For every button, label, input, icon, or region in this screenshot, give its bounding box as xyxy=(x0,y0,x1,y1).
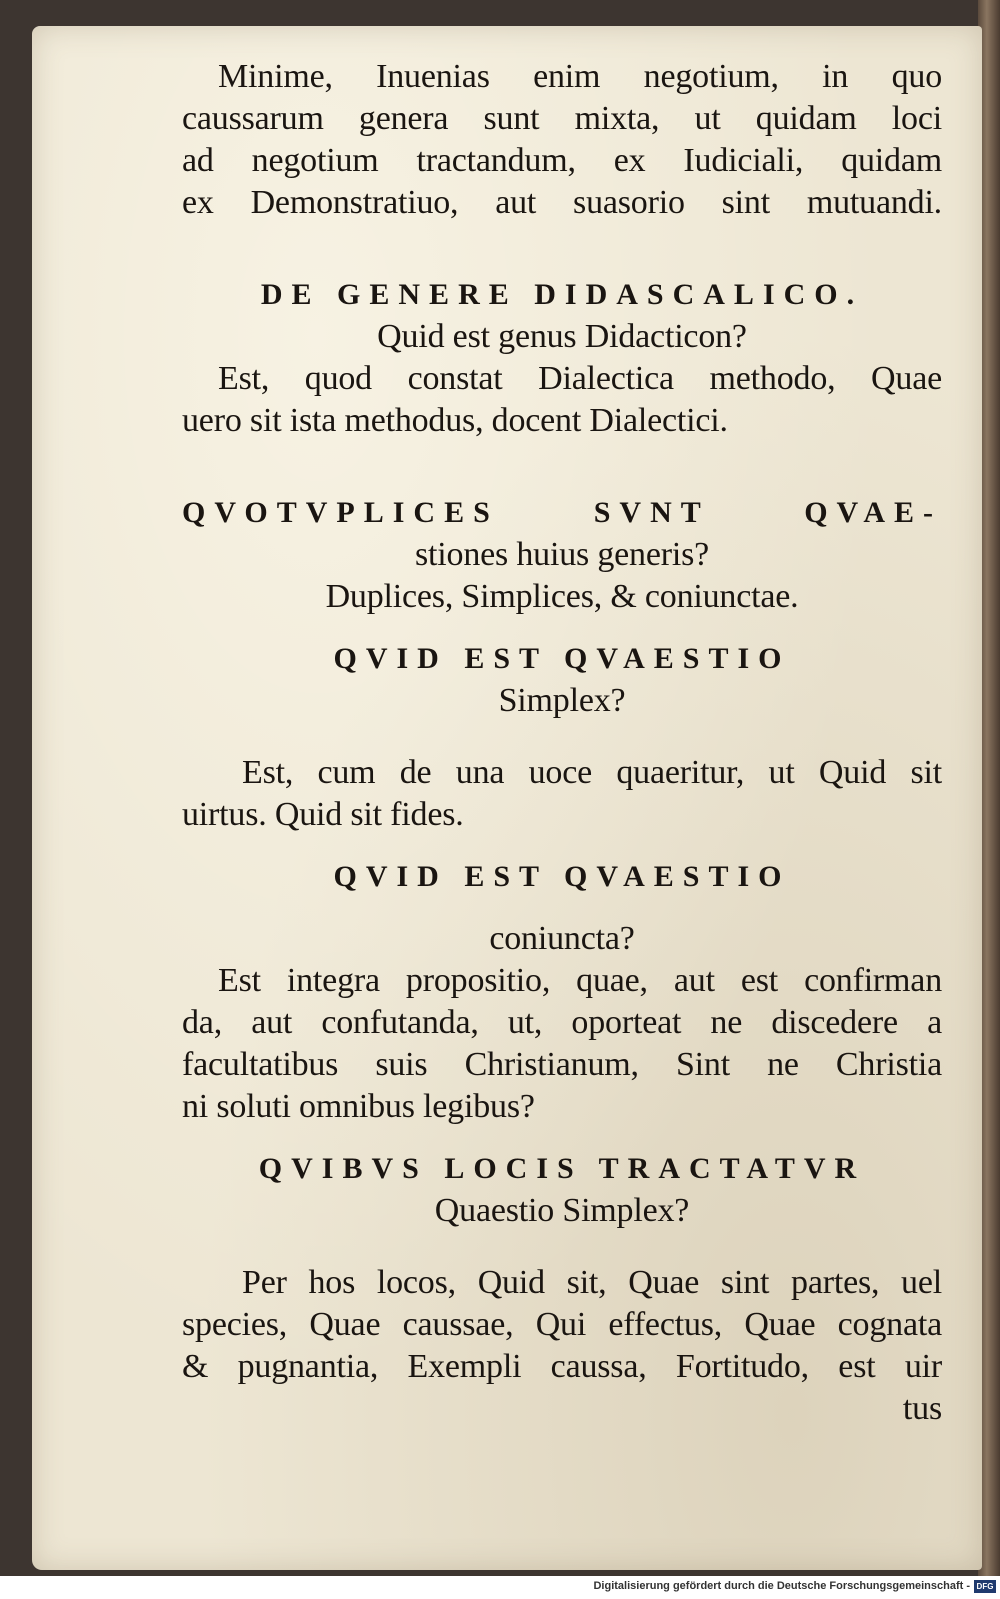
section-heading: QVIBVS LOCIS TRACTATVR xyxy=(258,1152,866,1185)
dfg-logo-icon: DFG xyxy=(974,1580,996,1593)
text-line: ex Demonstratiuo, aut suasorio sint mutuandi. xyxy=(182,184,942,221)
answer-line: Est, quod constat Dialectica methodo, Quae xyxy=(218,360,942,397)
text-line: Minime, Inuenias enim negotium, in quo xyxy=(218,58,942,95)
answer-line: uero sit ista methodus, docent Dialectici. xyxy=(182,402,728,439)
book-page xyxy=(32,26,982,1570)
catchword: tus xyxy=(902,1390,942,1427)
attribution-footer xyxy=(0,1577,1000,1599)
section-heading: DE GENERE DIDASCALICO. xyxy=(260,278,864,311)
question-line: coniuncta? xyxy=(489,920,635,957)
funding-credit: Digitalisierung gefördert durch die Deutsche Forschungsgemeinschaft - xyxy=(593,1580,970,1592)
question-line: Simplex? xyxy=(498,682,626,719)
question-line: stiones huius generis? xyxy=(415,536,709,573)
answer-line: ni soluti omnibus legibus? xyxy=(182,1088,535,1125)
section-heading: QVID EST QVAESTIO xyxy=(333,860,791,893)
answer-line: facultatibus suis Christianum, Sint ne Christia xyxy=(182,1046,942,1083)
answer-line: Est, cum de una uoce quaeritur, ut Quid sit xyxy=(242,754,942,791)
answer-line: Per hos locos, Quid sit, Quae sint partes, uel xyxy=(242,1264,942,1301)
answer-line: Est integra propositio, quae, aut est confirman xyxy=(218,962,942,999)
answer-line: da, aut confutanda, ut, oporteat ne discedere a xyxy=(182,1004,942,1041)
question-line: Quid est genus Didacticon? xyxy=(377,318,747,355)
page-text xyxy=(182,56,942,1430)
text-line: caussarum genera sunt mixta, ut quidam loci xyxy=(182,100,942,137)
answer-line: uirtus. Quid sit fides. xyxy=(182,796,464,833)
question-line: Quaestio Simplex? xyxy=(434,1192,690,1229)
answer-line: species, Quae caussae, Qui effectus, Quae cognata xyxy=(182,1306,942,1343)
text-line: ad negotium tractandum, ex Iudiciali, quidam xyxy=(182,142,942,179)
answer-line: & pugnantia, Exempli caussa, Fortitudo, est uir xyxy=(182,1348,942,1385)
section-heading: QVOTVPLICES SVNT QVAE- xyxy=(182,496,942,529)
section-heading: QVID EST QVAESTIO xyxy=(333,642,791,675)
answer-line: Duplices, Simplices, & coniunctae. xyxy=(325,578,799,615)
